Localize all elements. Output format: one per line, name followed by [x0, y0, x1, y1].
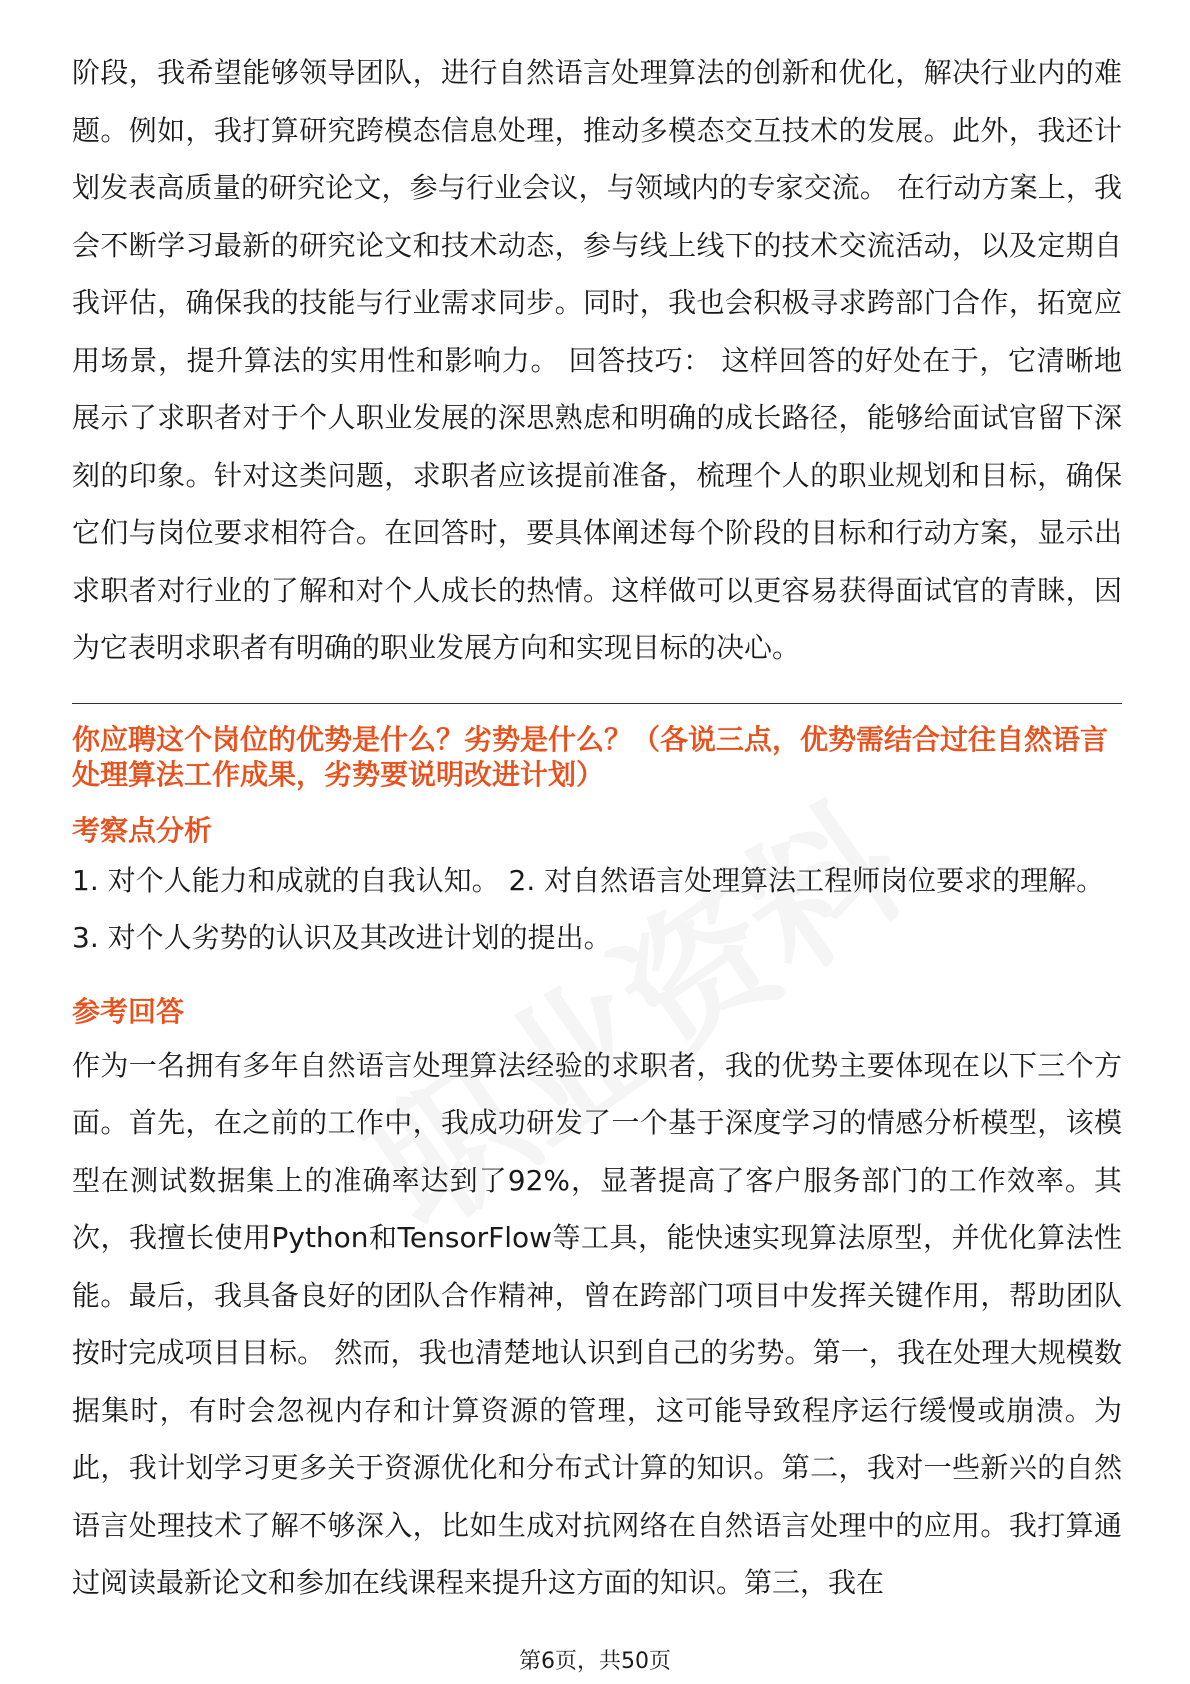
document-page — [72, 44, 1122, 1612]
answer-heading: 参考回答 — [72, 994, 185, 1028]
section-divider — [72, 703, 1122, 704]
answer-text: 作为一名拥有多年自然语言处理算法经验的求职者，我的优势主要体现在以下三个方面。首先，在之前的工作中，我成功研发了一个基于深度学习的情感分析模型，该模型在测试数据集上的准确率达到了92%，显著提高了客户服务部门的工作效率。其次，我擅长使用Python和TensorFlow等工具，能快速实现算法原型，并优化算法性能。最后，我具备良好的团队合作精神，曾在跨部门项目中发挥关键作用，帮助团队按时完成项目目标。 然而，我也清楚地认识到自己的劣势。第一，我在处理大规模数据集时，有时会忽视内存和计算资源的管理，这可能导致程序运行缓慢或崩溃。为此，我计划学习更多关于资源优化和分布式计算的知识。第二，我对一些新兴的自然语言处理技术了解不够深入，比如生成对抗网络在自然语言处理中的应用。我打算通过阅读最新论文和参加在线课程来提升这方面的知识。第三，我在 — [72, 1048, 1122, 1599]
analysis-heading: 考察点分析 — [72, 813, 213, 847]
analysis-text: 1. 对个人能力和成就的自我认知。 2. 对自然语言处理算法工程师岗位要求的理解。 3. 对个人劣势的认识及其改进计划的提出。 — [72, 863, 1105, 954]
interview-question: 你应聘这个岗位的优势是什么？劣势是什么？（各说三点，优势需结合过往自然语言处理算法工作成果，劣势要说明改进计划） — [72, 722, 1109, 791]
intro-paragraph: 阶段，我希望能够领导团队，进行自然语言处理算法的创新和优化，解决行业内的难题。例如，我打算研究跨模态信息处理，推动多模态交互技术的发展。此外，我还计划发表高质量的研究论文，参与行业会议，与领域内的专家交流。 在行动方案上，我会不断学习最新的研究论文和技术动态，参与线上线下的技术交流活动，以及定期自我评估，确保我的技能与行业需求同步。同时，我也会积极寻求跨部门合作，拓宽应用场景，提升算法的实用性和影响力。 回答技巧： 这样回答的好处在于，它清晰地展示了求职者对于个人职业发展的深思熟虑和明确的成长路径，能够给面试官留下深刻的印象。针对这类问题，求职者应该提前准备，梳理个人的职业规划和目标，确保它们与岗位要求相符合。在回答时，要具体阐述每个阶段的目标和行动方案，显示出求职者对行业的了解和对个人成长的热情。这样做可以更容易获得面试官的青睐，因为它表明求职者有明确的职业发展方向和实现目标的决心。 — [72, 56, 1122, 664]
page-number: 第6页，共50页 — [519, 1649, 671, 1674]
